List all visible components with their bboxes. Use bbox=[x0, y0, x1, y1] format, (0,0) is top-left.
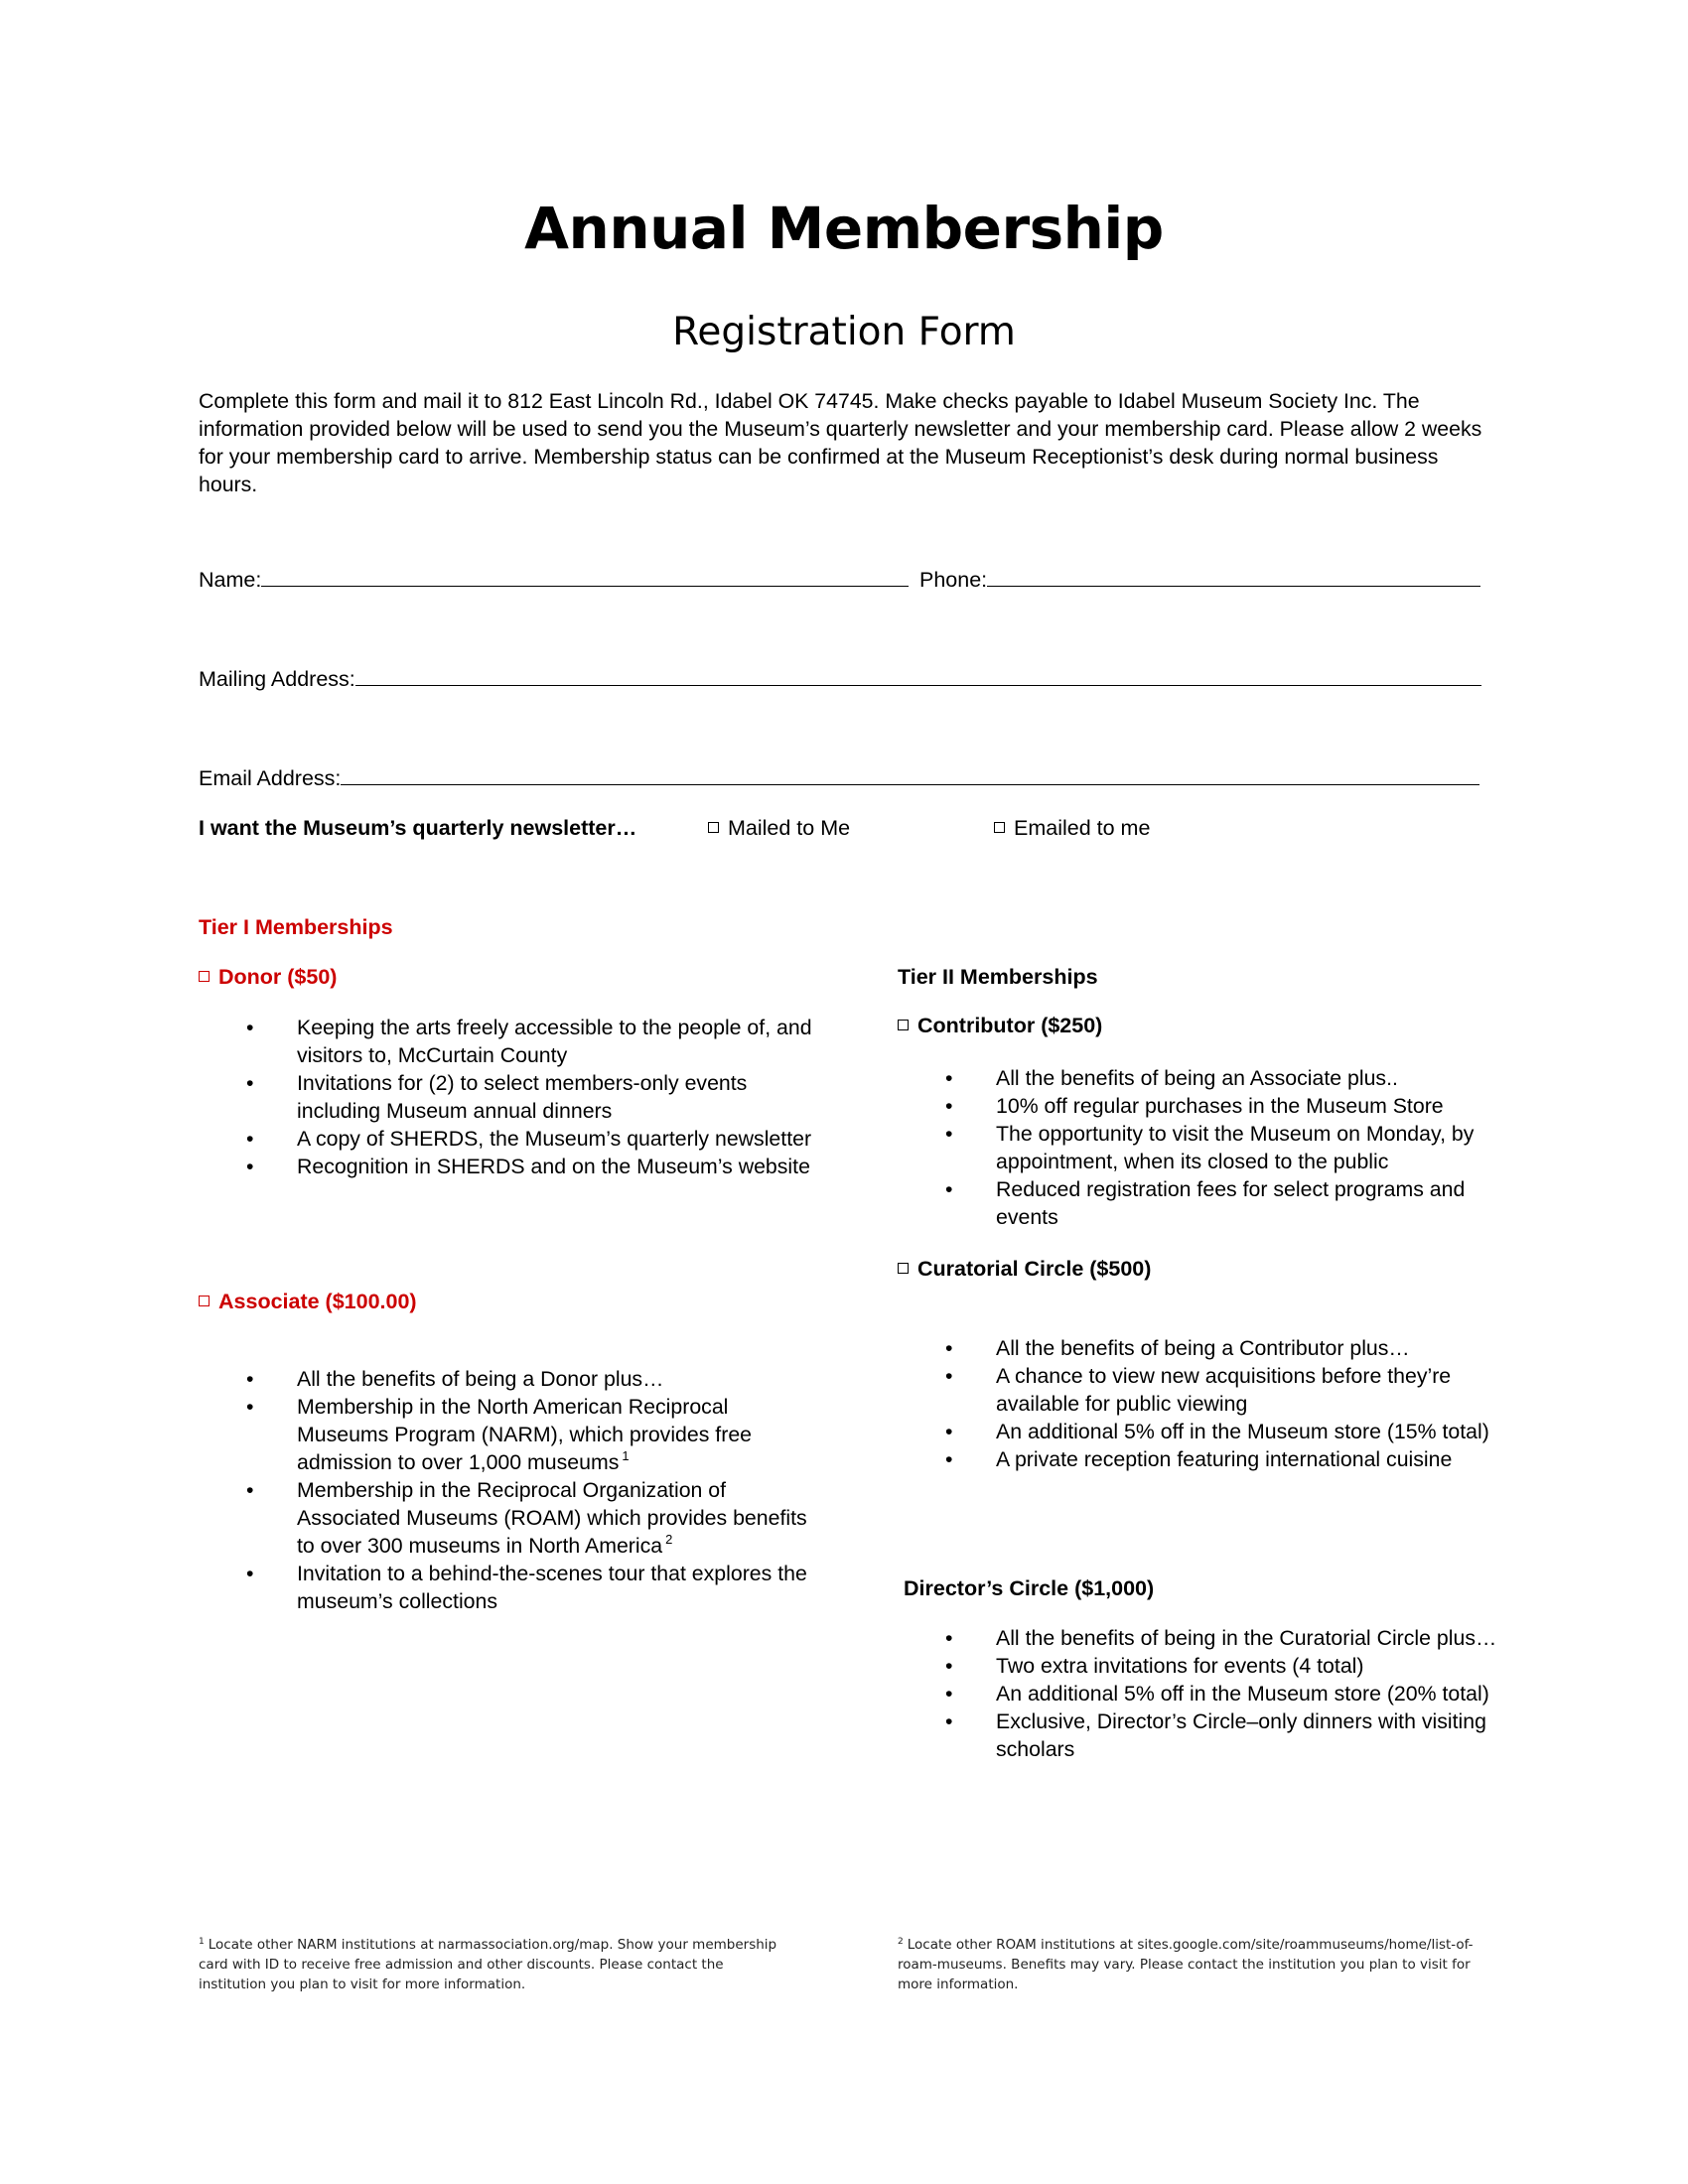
list-item: • A copy of SHERDS, the Museum’s quarterly newsletter bbox=[246, 1127, 812, 1151]
bullet-icon: • bbox=[945, 1066, 953, 1090]
curatorial-checkbox[interactable] bbox=[898, 1263, 909, 1274]
donor-label: Donor ($50) bbox=[218, 965, 338, 989]
footnote-mark: 1 bbox=[622, 1448, 630, 1463]
list-item: • An additional 5% off in the Museum store (15% total) bbox=[945, 1420, 1489, 1443]
email-checkbox[interactable] bbox=[994, 822, 1005, 833]
page-title: Annual Membership bbox=[524, 195, 1164, 262]
list-item: • All the benefits of being in the Curatorial Circle plus… bbox=[945, 1626, 1497, 1650]
bullet-icon: • bbox=[945, 1626, 953, 1650]
footnote-mark: 2 bbox=[665, 1532, 673, 1547]
mailing-address-field[interactable] bbox=[199, 665, 1481, 693]
bullet-icon: • bbox=[945, 1336, 953, 1360]
bullet-icon: • bbox=[246, 1127, 254, 1151]
list-item: • The opportunity to visit the Museum on Monday, by appointment, when its closed to the public bbox=[945, 1122, 1475, 1173]
list-item: • Invitations for (2) to select members-only events including Museum annual dinners bbox=[246, 1071, 748, 1123]
phone-line[interactable] bbox=[987, 566, 1480, 587]
name-field[interactable] bbox=[199, 566, 909, 594]
bullet-icon: • bbox=[945, 1094, 953, 1118]
associate-benefits bbox=[199, 1365, 814, 1615]
list-item: • 10% off regular purchases in the Museum Store bbox=[945, 1094, 1444, 1118]
list-item: • All the benefits of being an Associate plus.. bbox=[945, 1066, 1398, 1090]
email-address-line[interactable] bbox=[341, 764, 1479, 785]
page-subtitle: Registration Form bbox=[672, 310, 1016, 354]
intro-paragraph: Complete this form and mail it to 812 East Lincoln Rd., Idabel OK 74745. Make checks payable to Idabel Museum Society Inc. The information provided below will be used to send you the Museum’s quarterly newsletter and your membership card. Please allow 2 weeks for your membership card to arrive. Membership status can be confirmed at the Museum Receptionist’s desk during normal business hours. bbox=[199, 389, 1482, 496]
mailing-address-label: Mailing Address: bbox=[199, 667, 355, 691]
contributor-checkbox[interactable] bbox=[898, 1020, 909, 1030]
donor-checkbox[interactable] bbox=[199, 971, 210, 982]
list-item: • Keeping the arts freely accessible to the people of, and visitors to, McCurtain County bbox=[246, 1016, 812, 1067]
bullet-icon: • bbox=[945, 1447, 953, 1471]
list-item: • An additional 5% off in the Museum store (20% total) bbox=[945, 1682, 1489, 1706]
bullet-icon: • bbox=[246, 1478, 254, 1502]
bullet-icon: • bbox=[246, 1562, 254, 1585]
bullet-icon: • bbox=[246, 1155, 254, 1178]
bullet-icon: • bbox=[246, 1395, 254, 1419]
associate-option[interactable] bbox=[199, 1288, 417, 1315]
bullet-icon: • bbox=[246, 1071, 254, 1095]
email-option-label: Emailed to me bbox=[1014, 816, 1151, 840]
list-item: • Invitation to a behind-the-scenes tour that explores the museum’s collections bbox=[246, 1562, 807, 1613]
contributor-label: Contributor ($250) bbox=[917, 1014, 1103, 1037]
phone-field[interactable] bbox=[919, 566, 1480, 594]
tier2-heading: Tier II Memberships bbox=[898, 965, 1098, 989]
list-item: • Exclusive, Director’s Circle–only dinners with visiting scholars bbox=[945, 1709, 1486, 1761]
phone-label: Phone: bbox=[919, 568, 988, 592]
bullet-icon: • bbox=[246, 1016, 254, 1039]
newsletter-question: I want the Museum’s quarterly newsletter… bbox=[199, 816, 637, 840]
bullet-icon: • bbox=[945, 1177, 953, 1201]
bullet-icon: • bbox=[945, 1654, 953, 1678]
contributor-option[interactable] bbox=[898, 1012, 1102, 1039]
newsletter-mail-option[interactable] bbox=[708, 814, 850, 842]
curatorial-benefits bbox=[898, 1334, 1497, 1473]
bullet-icon: • bbox=[246, 1367, 254, 1391]
name-label: Name: bbox=[199, 568, 262, 592]
bullet-icon: • bbox=[945, 1122, 953, 1146]
bullet-icon: • bbox=[945, 1682, 953, 1706]
bullet-icon: • bbox=[945, 1364, 953, 1388]
curatorial-label: Curatorial Circle ($500) bbox=[917, 1257, 1152, 1281]
donor-option[interactable] bbox=[199, 963, 337, 991]
mailing-address-line[interactable] bbox=[355, 665, 1481, 686]
list-item: • Reduced registration fees for select programs and events bbox=[945, 1177, 1466, 1229]
bullet-icon: • bbox=[945, 1420, 953, 1443]
curatorial-option[interactable] bbox=[898, 1255, 1151, 1283]
name-line[interactable] bbox=[261, 566, 909, 587]
footnote-text: Locate other NARM institutions at narmassociation.org/map. Show your membership card with ID to receive free admission and other discounts. Please contact the institution you plan to visit for more information. bbox=[199, 1937, 777, 1992]
directors-circle-benefits bbox=[898, 1624, 1497, 1763]
bullet-icon: • bbox=[945, 1709, 953, 1733]
footnote-number: 2 bbox=[898, 1937, 904, 1947]
associate-label: Associate ($100.00) bbox=[218, 1290, 417, 1313]
footnote-text: Locate other ROAM institutions at sites.google.com/site/roammuseums/home/list-of-roam-museums. Benefits may vary. Please contact the institution you plan to visit for more information. bbox=[898, 1937, 1474, 1992]
footnote-2 bbox=[898, 1932, 1493, 1994]
list-item: • Recognition in SHERDS and on the Museum’s website bbox=[246, 1155, 810, 1178]
list-item: • A chance to view new acquisitions before they’re available for public viewing bbox=[945, 1364, 1452, 1416]
list-item: • Two extra invitations for events (4 total) bbox=[945, 1654, 1364, 1678]
mail-checkbox[interactable] bbox=[708, 822, 719, 833]
list-item: • All the benefits of being a Donor plus… bbox=[246, 1367, 664, 1391]
donor-benefits bbox=[199, 1014, 814, 1180]
tier1-heading: Tier I Memberships bbox=[199, 915, 393, 939]
email-address-label: Email Address: bbox=[199, 766, 342, 790]
list-item: • Membership in the Reciprocal Organization of Associated Museums (ROAM) which provides benefits to over 300 museums in North America $^2$ bbox=[246, 1478, 807, 1558]
contributor-benefits bbox=[898, 1064, 1497, 1231]
list-item: • A private reception featuring international cuisine bbox=[945, 1447, 1453, 1471]
associate-checkbox[interactable] bbox=[199, 1296, 210, 1306]
list-item: • All the benefits of being a Contributor plus… bbox=[945, 1336, 1410, 1360]
mail-option-label: Mailed to Me bbox=[728, 816, 851, 840]
newsletter-email-option[interactable] bbox=[994, 814, 1150, 842]
directors-circle-heading: Director’s Circle ($1,000) bbox=[904, 1576, 1155, 1600]
email-address-field[interactable] bbox=[199, 764, 1479, 792]
list-item: • Membership in the North American Reciprocal Museums Program (NARM), which provides free admission to over 1,000 museums $^1$ bbox=[246, 1395, 753, 1474]
footnote-1 bbox=[199, 1932, 794, 1994]
footnote-number: 1 bbox=[199, 1937, 205, 1947]
